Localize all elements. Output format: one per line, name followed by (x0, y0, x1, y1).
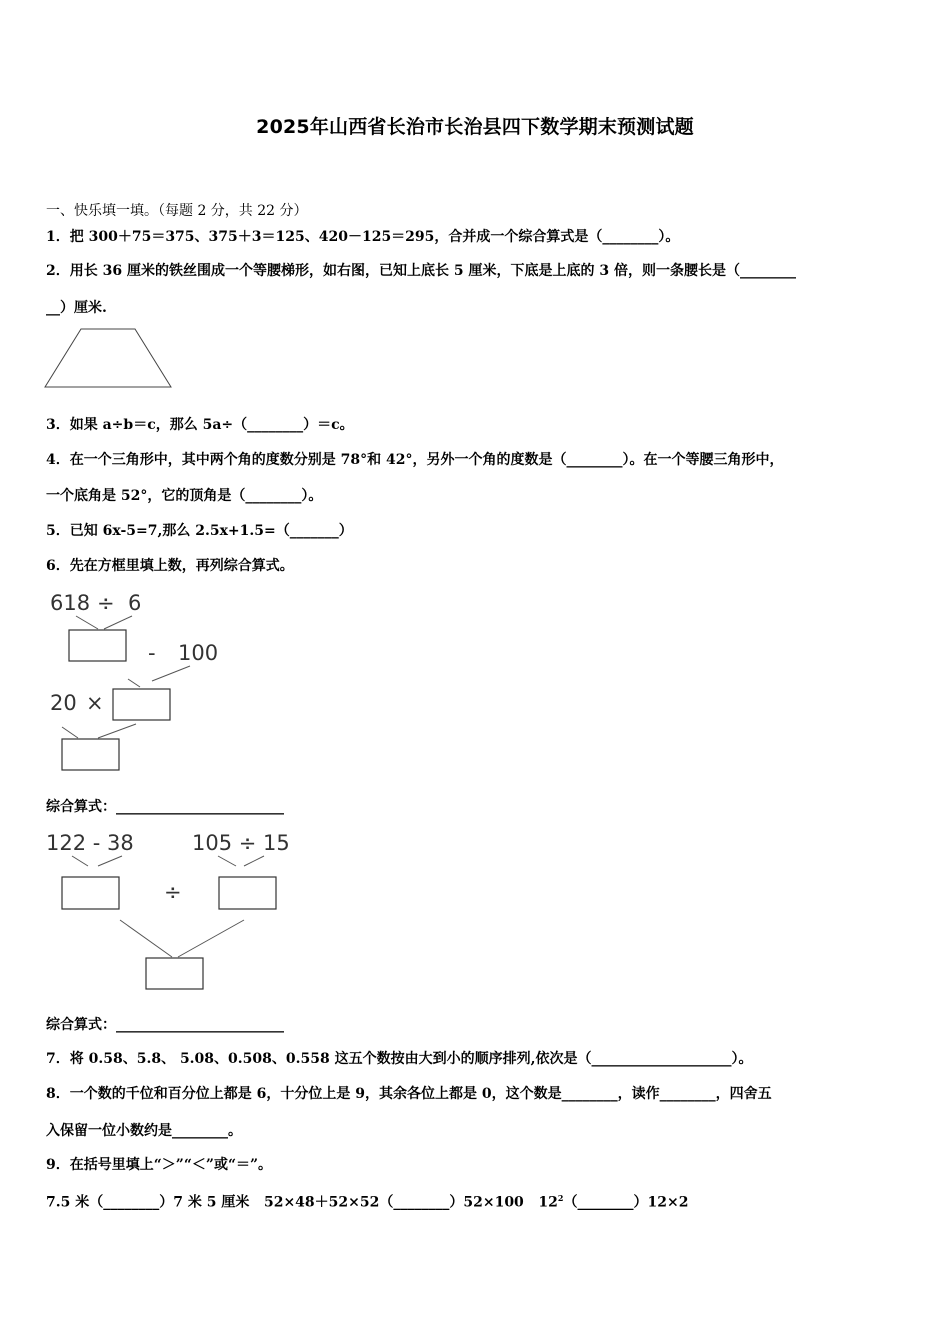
answer-box[interactable] (146, 958, 203, 989)
question-9: 9．在括号里填上“＞”“＜”或“＝”。 (46, 1157, 273, 1173)
q9-item-c-exponent: 2 (557, 1193, 564, 1203)
calc-tree-figure-2 (40, 826, 310, 994)
fig2-divide-sign: ÷ (164, 880, 182, 904)
fig1-number-20: 20 (50, 691, 77, 715)
answer-box[interactable] (219, 877, 276, 909)
answer-box[interactable] (62, 739, 119, 770)
question-4: 4．在一个三角形中，其中两个角的度数分别是 78°和 42°，另外一个角的度数是（________）。在一个等腰三角形中， (46, 452, 784, 468)
calc-tree-figure-1 (40, 586, 230, 778)
question-5: 5．已知 6x-5=7,那么 2.5x+1.5=（_______） (46, 523, 353, 539)
question-2: 2．用长 36 厘米的铁丝围成一个等腰梯形，如右图，已知上底长 5 厘米，下底是上底的 3 倍，则一条腰长是（________ (46, 263, 796, 279)
answer-box[interactable] (62, 877, 119, 909)
question-4-cont: 一个底角是 52°，它的顶角是（________）。 (46, 488, 323, 504)
formula-line-2: 综合算式：________________________ (46, 1017, 284, 1033)
answer-box[interactable] (69, 630, 126, 661)
fig1-number-6: 6 (128, 591, 142, 615)
section-heading: 一、快乐填一填。（每题 2 分，共 22 分） (46, 203, 308, 219)
fig1-multiply-sign: × (86, 691, 104, 715)
fig1-number-618: 618 (50, 591, 91, 615)
fig2-expression-1: 122 - 38 (46, 831, 134, 855)
question-3: 3．如果 a÷b＝c，那么 5a÷（________）＝c。 (46, 417, 354, 433)
q9-item-c-base: 12 (538, 1194, 558, 1211)
question-6: 6．先在方框里填上数，再列综合算式。 (46, 558, 294, 574)
question-8: 8．一个数的千位和百分位上都是 6，十分位上是 9，其余各位上都是 0，这个数是________，读作________，四舍五 (46, 1086, 772, 1102)
fig2-expression-2: 105 ÷ 15 (192, 831, 290, 855)
question-8-cont: 入保留一位小数约是________。 (46, 1123, 242, 1139)
fig1-divide-sign: ÷ (97, 591, 115, 615)
fig1-number-100: 100 (178, 641, 219, 665)
q9-item-b: 52×48＋52×52（________）52×100 (263, 1194, 524, 1211)
question-2-cont: __）厘米. (46, 300, 107, 316)
q9-item-c-rest: （________）12×2 (563, 1194, 689, 1211)
q9-item-a: 7.5 米（________）7 米 5 厘米 (46, 1194, 250, 1211)
trapezoid-figure (44, 328, 174, 390)
page-title: 2025年山西省长治市长治县四下数学期末预测试题 (256, 116, 694, 138)
question-7: 7．将 0.58、5.8、 5.08、0.508、0.558 这五个数按由大到小的顺序排列,依次是（____________________）。 (46, 1051, 753, 1067)
answer-box[interactable] (113, 689, 170, 720)
question-1: 1．把 300＋75＝375、375＋3＝125、420－125＝295，合并成一个综合算式是（________）。 (46, 229, 680, 245)
question-9-items (46, 1188, 688, 1213)
formula-line-1: 综合算式：________________________ (46, 799, 284, 815)
fig1-minus-sign: - (148, 641, 156, 665)
